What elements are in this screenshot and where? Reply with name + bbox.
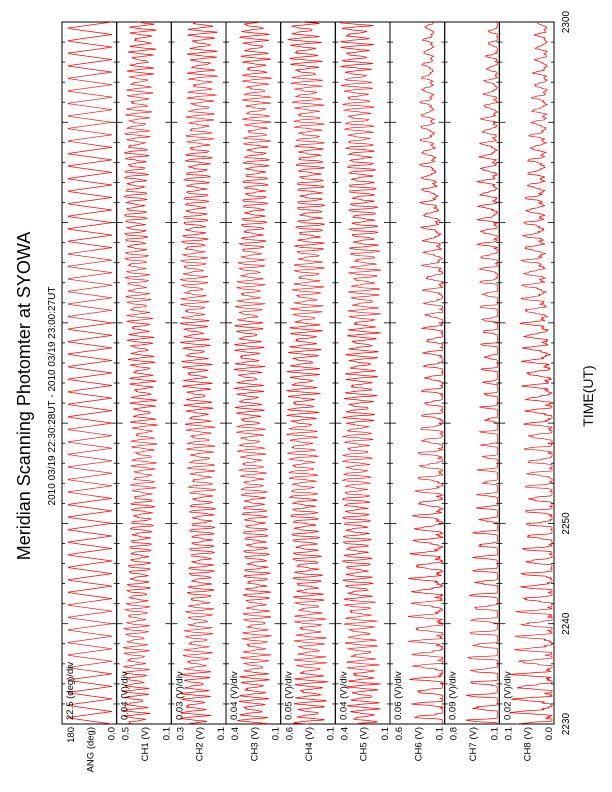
- channel-label: ANG (deg): [85, 727, 97, 773]
- panel-ang: [62, 22, 118, 772]
- panel-frame: [281, 22, 336, 724]
- series-ch7: [466, 22, 497, 724]
- x-tick-label: 2250: [561, 512, 572, 535]
- y-tick-label: 0.1: [161, 727, 173, 741]
- series-ch4: [287, 22, 329, 724]
- panel-ch6: [390, 22, 446, 761]
- panel-ch4: [281, 22, 337, 761]
- scale-label: 0.02 (V)/div: [502, 671, 514, 720]
- channel-label: CH2 (V): [194, 727, 206, 762]
- panels-group: [62, 22, 555, 772]
- y-tick-label: 0.8: [448, 727, 460, 741]
- panel-frame: [445, 22, 500, 724]
- panel-frame: [117, 22, 172, 724]
- scale-label: 0.03 (V)/div: [174, 671, 186, 720]
- y-tick-label: 0.1: [216, 727, 227, 741]
- channel-label: CH5 (V): [358, 727, 370, 762]
- y-tick-label: 0.0: [106, 727, 118, 741]
- series-ch5: [340, 22, 381, 724]
- series-ch8: [510, 22, 552, 724]
- x-tick-labels: [561, 10, 572, 735]
- panel-ch5: [335, 22, 391, 761]
- panel-frame: [62, 22, 117, 724]
- channel-label: CH6 (V): [413, 727, 425, 762]
- panel-frame: [171, 22, 226, 724]
- panel-ch8: [499, 22, 555, 761]
- y-tick-label: 0.1: [270, 727, 282, 741]
- x-axis-label: TIME(UT): [580, 365, 596, 427]
- channel-label: CH4 (V): [304, 727, 315, 762]
- x-tick-label: 2230: [561, 712, 572, 736]
- y-tick-label: 0.3: [175, 727, 187, 741]
- scale-label: 22.5 (deg)/div: [65, 661, 76, 720]
- panel-ch7: [445, 22, 501, 761]
- y-tick-label: 0.1: [434, 727, 446, 741]
- series-ch2: [180, 22, 218, 724]
- channel-label: CH7 (V): [468, 727, 479, 762]
- panel-ch2: [171, 22, 227, 761]
- series-ch6: [408, 22, 443, 724]
- channel-label: CH3 (V): [249, 727, 261, 762]
- y-tick-label: 0.5: [120, 727, 132, 741]
- y-tick-label: 0.1: [503, 727, 515, 741]
- panel-ch3: [226, 22, 282, 761]
- series-ch1: [119, 22, 158, 724]
- y-tick-label: 0.6: [284, 727, 296, 741]
- y-tick-label: 0.1: [325, 727, 337, 741]
- x-tick-label: 2240: [561, 612, 572, 635]
- chart-subtitle: 2010 03/19 22:30:28UT - 2010 03/19 23:00:27UT: [47, 286, 58, 506]
- series-ch3: [234, 22, 273, 724]
- y-tick-label: 0.6: [394, 727, 405, 741]
- scale-label: 0.05 (V)/div: [283, 671, 295, 720]
- scale-label: 0.04 (V)/div: [229, 671, 240, 720]
- scale-label: 0.06 (V)/div: [393, 671, 404, 720]
- channel-label: CH1 (V): [140, 727, 151, 762]
- series-ang: [68, 22, 112, 724]
- y-tick-label: 0.1: [380, 727, 391, 741]
- y-tick-label: 0.4: [339, 727, 351, 741]
- x-tick-label: 2300: [561, 10, 572, 34]
- y-tick-label: 0.1: [489, 727, 501, 741]
- y-tick-label: 0.0: [544, 727, 555, 741]
- scale-label: 0.04 (V)/div: [119, 671, 131, 720]
- channel-label: CH8 (V): [522, 727, 534, 762]
- y-tick-label: 180: [66, 727, 77, 743]
- scale-label: 0.04 (V)/div: [338, 671, 350, 720]
- panel-ch1: [117, 22, 173, 761]
- y-tick-label: 0.4: [230, 727, 241, 741]
- scale-label: 0.09 (V)/div: [447, 671, 459, 720]
- chart-title: Meridian Scanning Photomter at SYOWA: [14, 231, 34, 561]
